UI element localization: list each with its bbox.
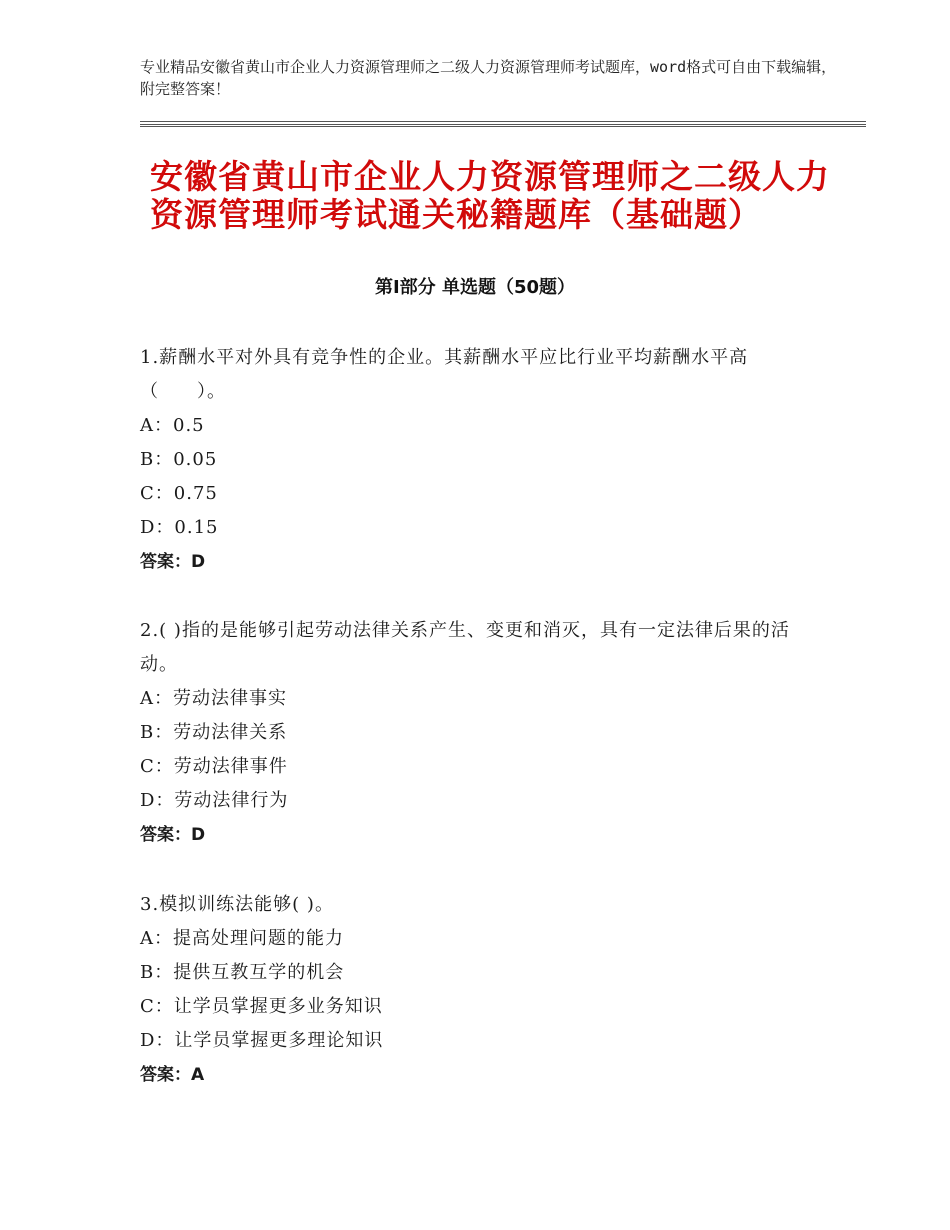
option-a: A：劳动法律事实 [140,688,287,709]
document-title: 安徽省黄山市企业人力资源管理师之二级人力资源管理师考试通关秘籍题库（基础题） [150,157,830,234]
option-c: C：劳动法律事件 [140,756,288,777]
option-b: B：劳动法律关系 [140,722,288,743]
question-3 [140,888,820,1092]
header-note: 专业精品安徽省黄山市企业人力资源管理师之二级人力资源管理师考试题库，word格式可自由下载编辑，附完整答案！ [140,58,837,98]
option-a: A：提高处理问题的能力 [140,928,344,949]
question-2 [140,614,820,852]
section-title: 第Ⅰ部分 单选题（50题） [374,277,575,298]
header-divider [140,126,866,127]
option-c: C：让学员掌握更多业务知识 [140,996,383,1017]
option-b: B：0.05 [140,449,218,470]
answer: 答案：D [140,552,206,572]
answer: 答案：D [140,825,206,845]
option-a: A：0.5 [140,415,205,436]
option-d: D：让学员掌握更多理论知识 [140,1030,384,1051]
option-c: C：0.75 [140,483,218,504]
option-d: D：劳动法律行为 [140,790,289,811]
header-divider [140,124,866,125]
question-stem: 1.薪酬水平对外具有竞争性的企业。其薪酬水平应比行业平均薪酬水平高（ ）。 [140,347,749,402]
question-1 [140,341,820,579]
option-b: B：提供互教互学的机会 [140,962,345,983]
option-d: D：0.15 [140,517,219,538]
answer: 答案：A [140,1065,205,1085]
question-stem: 2.( )指的是能够引起劳动法律关系产生、变更和消灭，具有一定法律后果的活动。 [140,620,790,675]
question-stem: 3.模拟训练法能够( )。 [140,894,334,915]
header-divider [140,121,866,122]
